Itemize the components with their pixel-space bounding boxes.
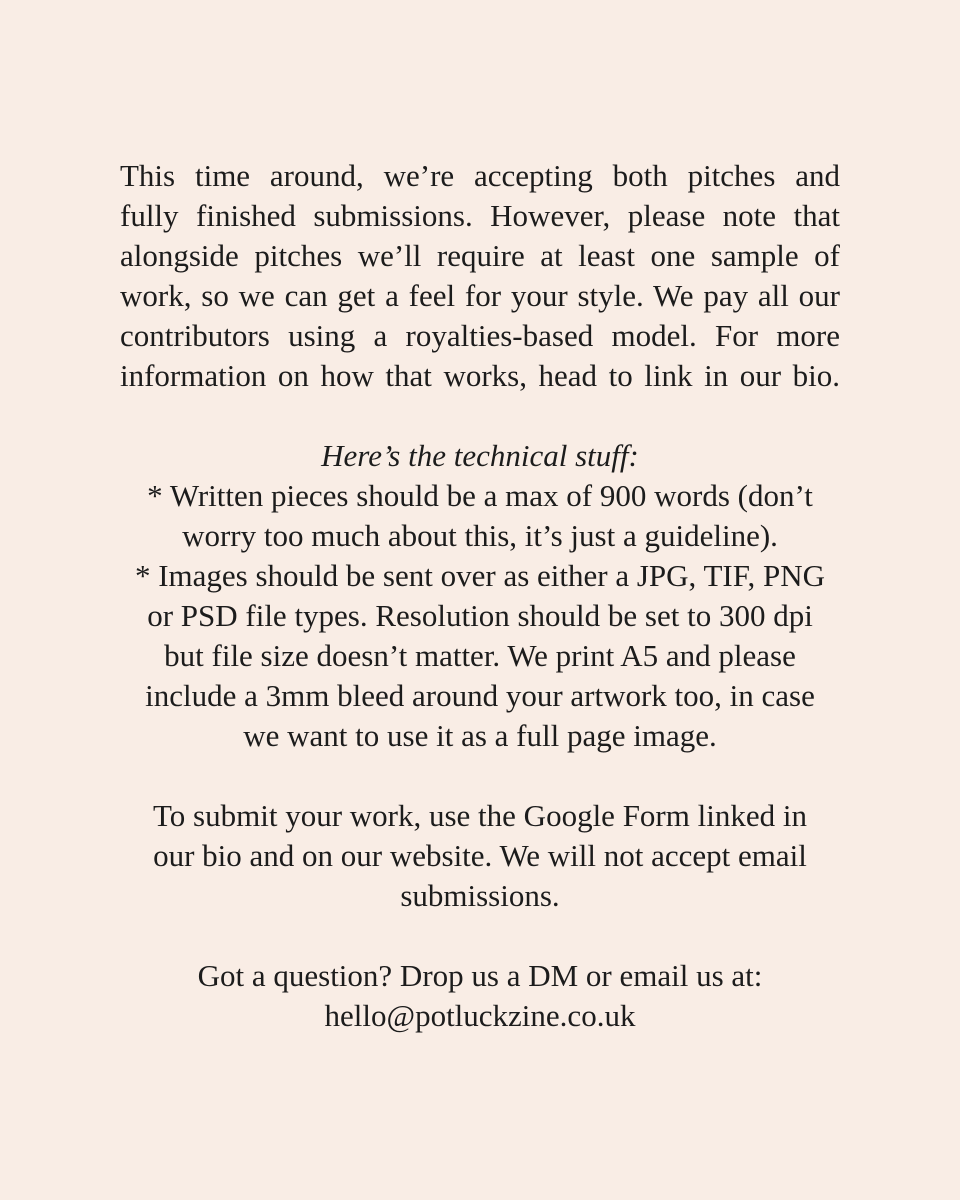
text-line: information on how that works, head to link in our bio.	[120, 358, 840, 393]
text-line: To submit your work, use the Google Form linked in	[153, 798, 807, 833]
paragraph-intro	[120, 156, 840, 396]
paragraph-submit	[120, 796, 840, 916]
text-line: submissions.	[400, 878, 560, 913]
paragraph-technical-heading	[120, 436, 840, 476]
text-line: include a 3mm bleed around your artwork too, in case	[145, 678, 815, 713]
paragraph-contact	[120, 956, 840, 1036]
text-line: Got a question? Drop us a DM or email us at:	[197, 958, 763, 993]
text-line: work, so we can get a feel for your style. We pay all our	[120, 278, 840, 313]
document-body	[120, 156, 840, 1076]
text-line: but file size doesn’t matter. We print A5 and please	[164, 638, 796, 673]
text-line: * Images should be sent over as either a JPG, TIF, PNG	[134, 558, 826, 593]
text-line: we want to use it as a full page image.	[243, 718, 717, 753]
text-line: This time around, we’re accepting both pitches and	[120, 158, 840, 193]
text-line: * Written pieces should be a max of 900 words (don’t	[147, 478, 813, 513]
text-line: alongside pitches we’ll require at least one sample of	[120, 238, 840, 273]
text-line: or PSD file types. Resolution should be set to 300 dpi	[147, 598, 813, 633]
text-line: hello@potluckzine.co.uk	[324, 998, 636, 1033]
text-line: worry too much about this, it’s just a guideline).	[182, 518, 778, 553]
paragraph-technical-list	[120, 476, 840, 756]
text-line: Here’s the technical stuff:	[321, 438, 639, 473]
text-line: contributors using a royalties-based model. For more	[120, 318, 840, 353]
text-line: our bio and on our website. We will not accept email	[153, 838, 807, 873]
text-line: fully finished submissions. However, please note that	[120, 198, 840, 233]
